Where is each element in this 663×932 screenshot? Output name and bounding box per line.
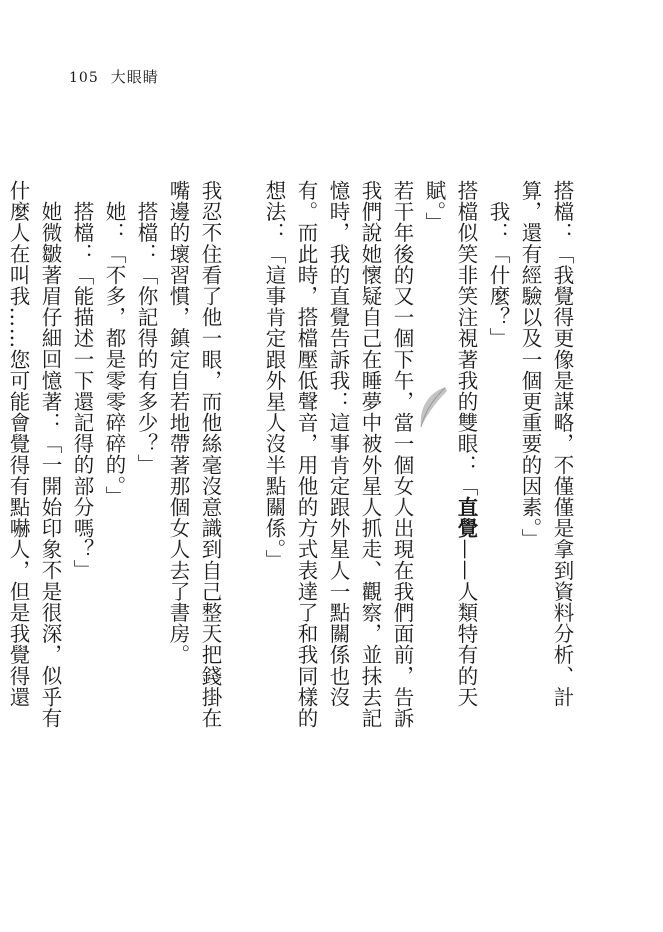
paragraph-3-before: 搭檔似笑非笑注視著我的雙眼：「 [454, 180, 478, 497]
paragraph-3-bold: 直覺 [454, 496, 478, 539]
paragraph-9: 她微皺著眉仔細回憶著：「一開始印象不是很深，似乎有什麼人在叫我……您可能會覺得有點嚇人，但是我覺得還 [6, 180, 62, 728]
paragraph-8: 搭檔：「能描述一下還記得的部分嗎？」 [70, 200, 94, 581]
paragraph-2: 我：「什麼？」 [486, 200, 510, 349]
paragraph-4: 若干年後的又一個下午，當一個女人出現在我們面前，告訴我們說她懷疑自己在睡夢中被外星人抓走、觀察，並抹去記憶時，我的直覺告訴我：這事肯定跟外星人一點關係也沒有。而此時，搭檔壓低聲音，用他的方式表達了和我同樣的想法：「這事肯定跟外星人沒半點關係。」 [262, 180, 414, 729]
paragraph-3-after: ——人類特有的天賦。」 [422, 180, 478, 708]
paragraph-5: 我忍不住看了他一眼，而他絲毫沒意識到自己整天把錢掛在嘴邊的壞習慣，鎮定自若地帶著那個女人去了書房。 [166, 180, 222, 729]
page-number: 105 [69, 70, 99, 86]
paragraph-7: 她：「不多，都是零零碎碎的。」 [102, 200, 126, 507]
paragraph-6: 搭檔：「你記得的有多少？」 [134, 200, 158, 475]
page-header [69, 66, 159, 87]
paragraph-1: 搭檔：「我覺得更像是謀略，不僅僅是拿到資料分析、計算，還有經驗以及一個更重要的因素。」 [518, 180, 574, 708]
feather-icon [415, 385, 451, 431]
paragraph-3 [418, 180, 482, 740]
book-title: 大眼睛 [110, 68, 159, 86]
vertical-body-text [6, 180, 578, 740]
